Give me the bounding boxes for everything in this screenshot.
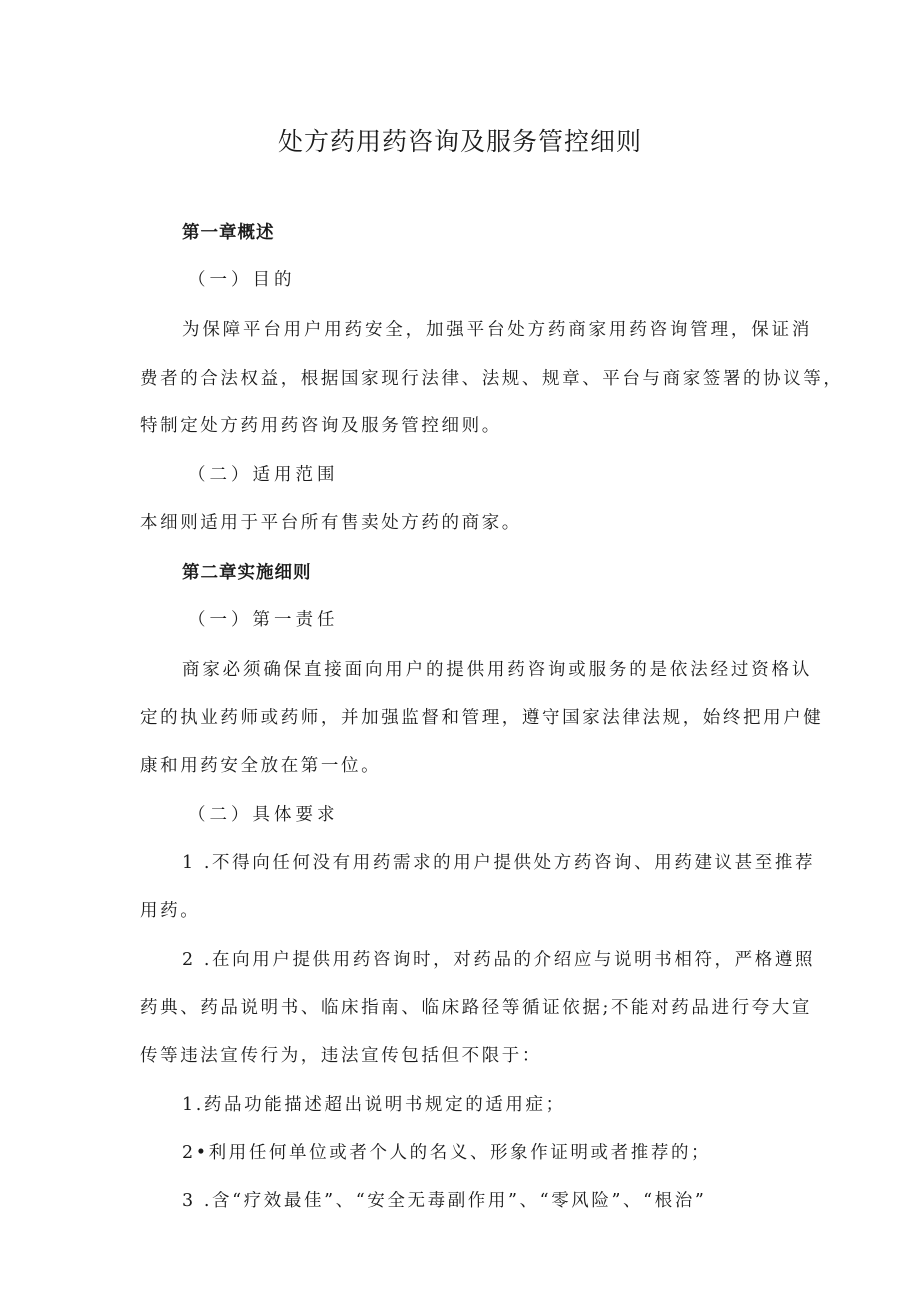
requirement-2-line-2: 药典、药品说明书、临床指南、临床路径等循证依据;不能对药品进行夸大宣 [140,998,812,1018]
sub-item-2: 2•利用任何单位或者个人的名义、形象作证明或者推荐的； [182,1143,712,1163]
purpose-line-3: 特制定处方药用药咨询及服务管控细则。 [140,416,502,436]
sub-item-1: 1.药品功能描述超出说明书规定的适用症； [182,1095,566,1115]
purpose-line-2: 费者的合法权益，根据国家现行法律、法规、规章、平台与商家签署的协议等， [140,369,844,389]
document-title: 处方药用药咨询及服务管控细则 [277,127,642,156]
purpose-line-1: 为保障平台用户用药安全，加强平台处方药商家用药咨询管理，保证消 [182,320,812,340]
requirement-2-line-3: 传等违法宣传行为，违法宣传包括但不限于： [140,1046,542,1066]
responsibility-line-2: 定的执业药师或药师，并加强监督和管理，遵守国家法律法规，始终把用户健 [140,708,824,728]
scope-heading: （二）适用范围 [188,465,339,485]
chapter-1-heading: 第一章概述 [182,223,275,243]
requirement-2-line-1: 2 .在向用户提供用药咨询时，对药品的介绍应与说明书相符，严格遵照 [182,950,816,970]
responsibility-line-1: 商家必须确保直接面向用户的提供用药咨询或服务的是依法经过资格认 [182,660,812,680]
requirement-1-line-2: 用药。 [140,901,201,921]
responsibility-heading: （一）第一责任 [188,610,339,630]
sub-item-3: 3 .含“疗效最佳”、“安全无毒副作用”、“零风险”、“根治” [182,1191,707,1211]
scope-text: 本细则适用于平台所有售卖处方药的商家。 [140,513,522,533]
responsibility-line-3: 康和用药安全放在第一位。 [140,756,382,776]
chapter-2-heading: 第二章实施细则 [182,563,312,583]
requirements-heading: （二）具体要求 [188,805,339,825]
purpose-heading: （一）目的 [188,270,296,290]
requirement-1-line-1: 1 .不得向任何没有用药需求的用户提供处方药咨询、用药建议甚至推荐 [182,853,816,873]
